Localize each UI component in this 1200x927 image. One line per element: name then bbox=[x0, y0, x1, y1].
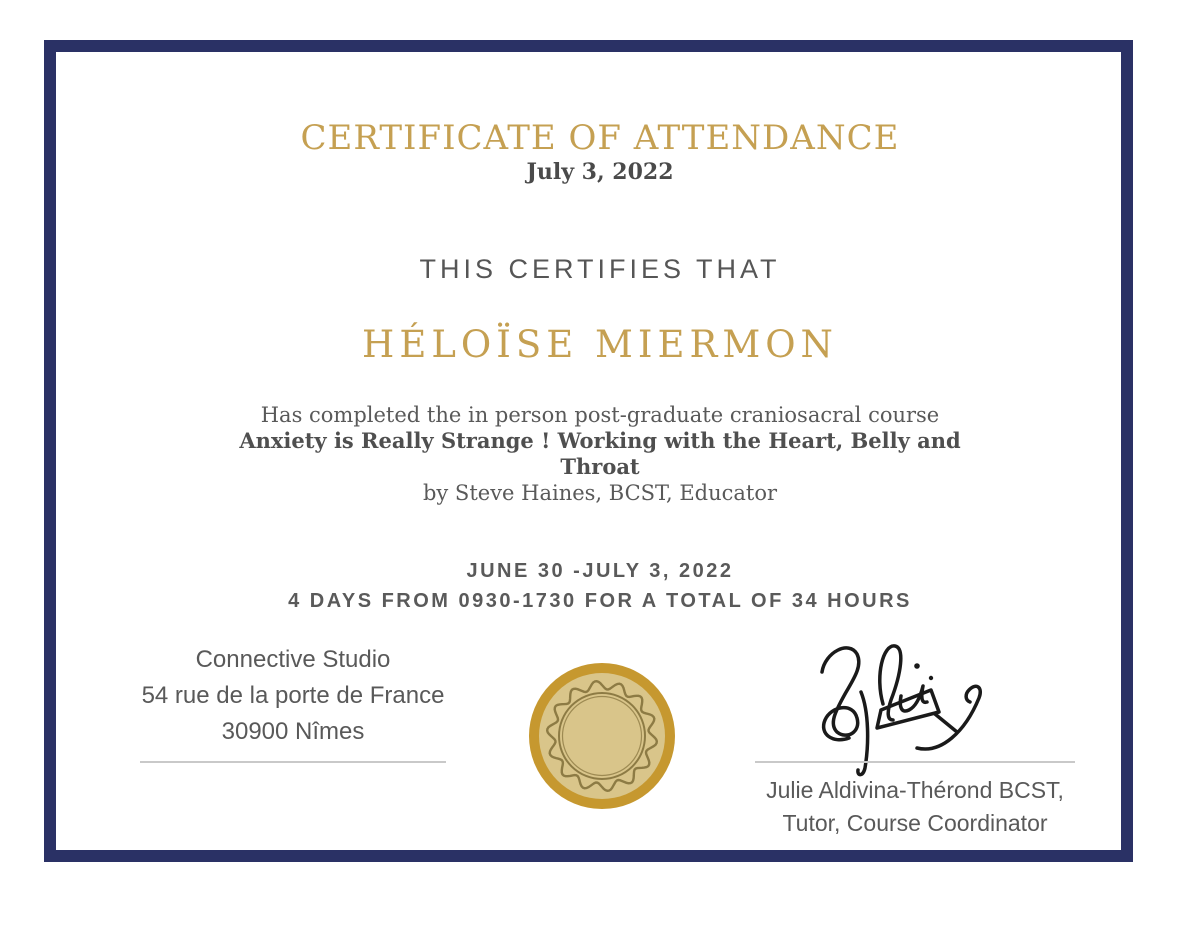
certificate-issue-date: July 3, 2022 bbox=[526, 159, 674, 185]
course-title-line-2: Throat bbox=[560, 454, 640, 479]
signatory-name: Julie Aldivina-Thérond BCST, bbox=[766, 777, 1064, 803]
instructor-line: by Steve Haines, BCST, Educator bbox=[422, 481, 778, 505]
certifies-label: THIS CERTIFIES THAT bbox=[419, 254, 781, 284]
venue-divider-line bbox=[140, 761, 446, 763]
course-hours: 4 DAYS FROM 0930-1730 FOR A TOTAL OF 34 HOURS bbox=[288, 590, 912, 612]
gold-seal-icon bbox=[527, 661, 677, 811]
course-title-line-1: Anxiety is Really Strange ! Working with the Heart, Belly and bbox=[239, 428, 961, 453]
course-date-range: JUNE 30 -JULY 3, 2022 bbox=[466, 560, 734, 582]
recipient-name: HÉLOÏSE MIERMON bbox=[362, 323, 838, 366]
venue-street: 54 rue de la porte de France bbox=[141, 682, 445, 709]
signature-divider-line bbox=[755, 761, 1075, 763]
handwritten-signature-icon bbox=[805, 628, 995, 780]
venue-city: 30900 Nîmes bbox=[221, 718, 365, 745]
course-description bbox=[0, 402, 1200, 506]
venue-address bbox=[93, 642, 493, 750]
signatory-role: Tutor, Course Coordinator bbox=[782, 810, 1048, 836]
venue-name: Connective Studio bbox=[195, 646, 391, 673]
completion-line: Has completed the in person post-graduate craniosacral course bbox=[260, 403, 940, 427]
signatory-block bbox=[735, 774, 1095, 840]
certificate-title: CERTIFICATE OF ATTENDANCE bbox=[300, 118, 900, 158]
